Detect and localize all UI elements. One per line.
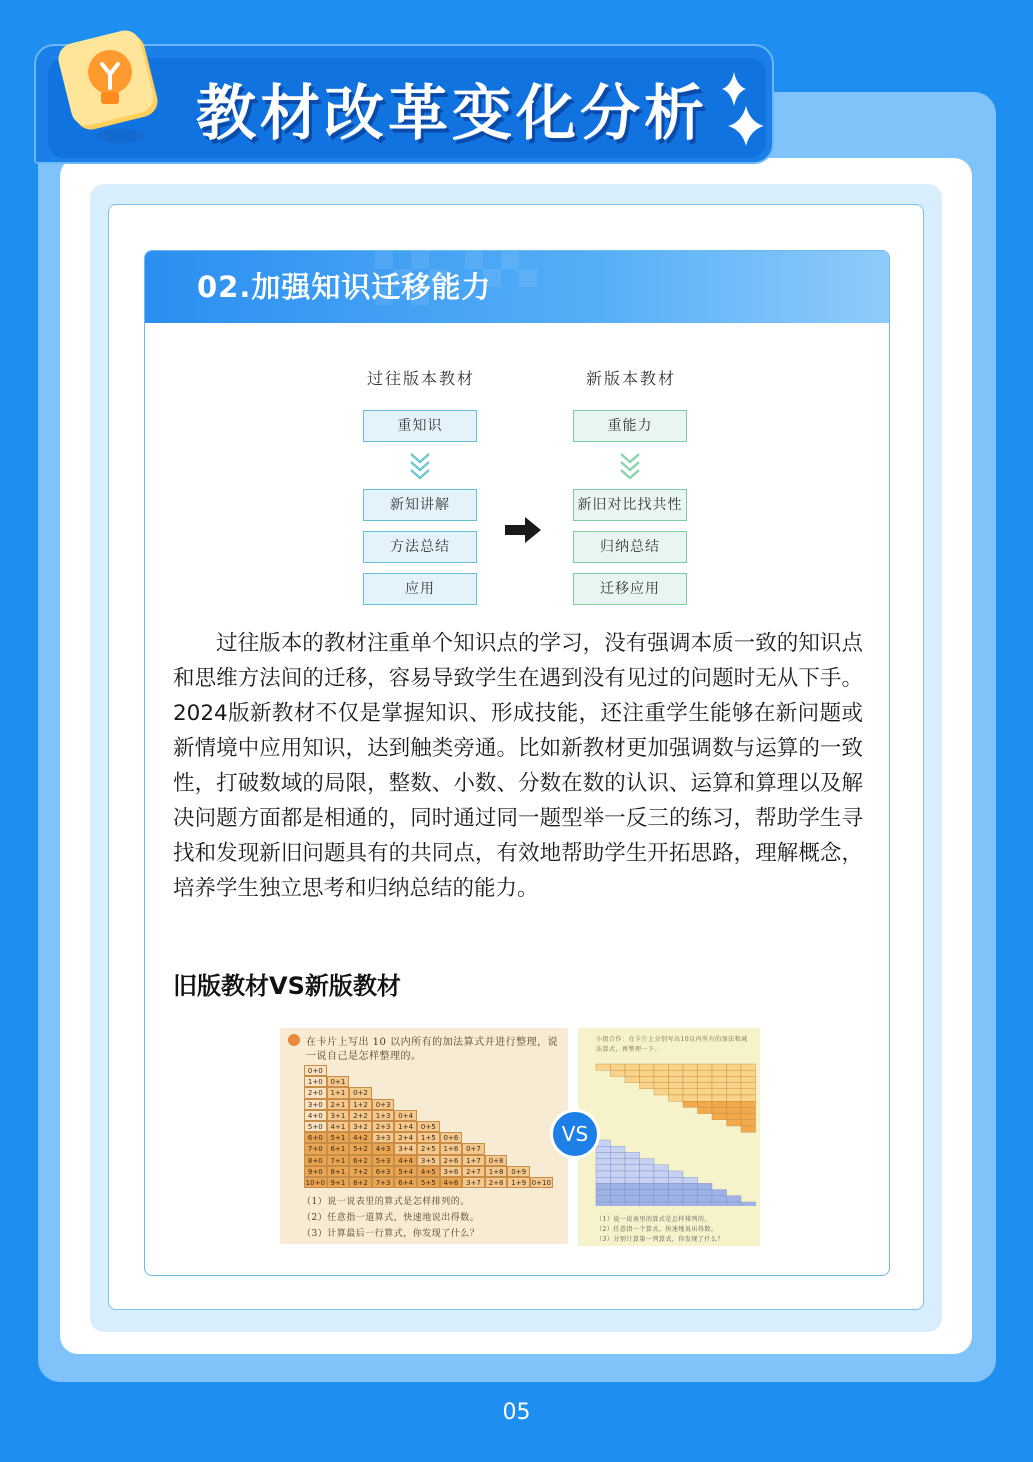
- table-cell: 1+9: [507, 1177, 530, 1188]
- grid-cell: [727, 1076, 742, 1082]
- grid-cell: [669, 1095, 684, 1101]
- grid-cell: [654, 1070, 669, 1076]
- table-cell: 0+1: [327, 1076, 350, 1087]
- table-cell: 4+6: [440, 1177, 463, 1188]
- grid-cell: [669, 1177, 684, 1183]
- table-cell: 4+4: [394, 1155, 417, 1166]
- page-number: 05: [502, 1400, 531, 1425]
- grid-cell: [611, 1190, 626, 1196]
- grid-cell: [683, 1202, 698, 1206]
- table-cell: 2+7: [462, 1166, 485, 1177]
- table-cell: 10+0: [305, 1179, 325, 1187]
- grid-cell: [596, 1159, 611, 1165]
- table-cell: 0+2: [349, 1087, 372, 1098]
- grid-cell: [654, 1202, 669, 1206]
- grid-cell: [611, 1070, 626, 1076]
- table-cell: 2+2: [349, 1110, 372, 1121]
- page-title: 教材改革变化分析: [196, 79, 708, 149]
- grid-cell: [698, 1095, 713, 1101]
- grid-cell: [654, 1190, 669, 1196]
- table-cell: 4+0: [304, 1110, 327, 1121]
- grid-cell: [625, 1076, 640, 1082]
- grid-cell: [712, 1083, 727, 1089]
- grid-cell: [683, 1089, 698, 1095]
- grid-cell: [741, 1120, 756, 1126]
- table-cell: 6+1: [327, 1143, 350, 1154]
- table-cell: 6+3: [372, 1166, 395, 1177]
- grid-cell: [640, 1190, 655, 1196]
- table-cell: 1+1: [327, 1087, 350, 1098]
- grid-cell: [741, 1101, 756, 1107]
- grid-cell: [640, 1177, 655, 1183]
- grid-cell: [712, 1107, 727, 1113]
- grid-cell: [669, 1202, 684, 1206]
- table-cell: 2+3: [372, 1121, 395, 1132]
- grid-cell: [683, 1076, 698, 1082]
- grid-cell: [712, 1101, 727, 1107]
- grid-cell: [640, 1083, 655, 1089]
- table-cell: 3+5: [417, 1155, 440, 1166]
- grid-cell: [741, 1076, 756, 1082]
- table-cell: 0+9: [507, 1166, 530, 1177]
- table-cell: 4+1: [327, 1121, 350, 1132]
- grid-cell: [654, 1196, 669, 1202]
- grid-cell: [669, 1064, 684, 1070]
- table-cell: 0+8: [485, 1155, 508, 1166]
- old-step-1: 新知讲解: [363, 489, 477, 521]
- grid-cell: [741, 1114, 756, 1120]
- grid-cell: [727, 1120, 742, 1126]
- section-header: [145, 251, 889, 323]
- grid-cell: [625, 1202, 640, 1206]
- grid-cell: [669, 1089, 684, 1095]
- grid-cell: [741, 1107, 756, 1113]
- table-cell: 5+1: [327, 1132, 350, 1143]
- table-cell: 7+0: [304, 1143, 327, 1154]
- table-cell: 2+5: [417, 1143, 440, 1154]
- table-cell: 1+7: [462, 1155, 485, 1166]
- table-cell: 3+4: [394, 1143, 417, 1154]
- table-cell: 8+0: [304, 1155, 327, 1166]
- grid-cell: [727, 1202, 742, 1206]
- old-step-3: 应用: [363, 573, 477, 605]
- table-cell: 0+4: [394, 1110, 417, 1121]
- grid-cell: [683, 1064, 698, 1070]
- grid-cell: [727, 1083, 742, 1089]
- grid-cell: [741, 1064, 756, 1070]
- table-cell: 0+0: [304, 1065, 327, 1076]
- grid-cell: [625, 1196, 640, 1202]
- grid-cell: [654, 1177, 669, 1183]
- table-cell: 0+7: [462, 1143, 485, 1154]
- grid-cell: [625, 1159, 640, 1165]
- new-prompt-line-1: 小组合作：在卡片上分别写出10以内所有的加法和减: [596, 1036, 748, 1043]
- grid-cell: [625, 1190, 640, 1196]
- comparison-heading: 旧版教材VS新版教材: [173, 972, 401, 1000]
- section-title: 02.加强知识迁移能力: [197, 270, 492, 304]
- grid-cell: [669, 1196, 684, 1202]
- grid-cell: [741, 1089, 756, 1095]
- new-column-heading: 新版本教材: [585, 369, 676, 388]
- table-cell: 0+3: [372, 1099, 395, 1110]
- grid-cell: [698, 1190, 713, 1196]
- grid-cell: [712, 1089, 727, 1095]
- grid-cell: [683, 1183, 698, 1189]
- number-badge-icon: [288, 1034, 300, 1046]
- new-step-1: 新旧对比找共性: [573, 489, 687, 521]
- table-cell: 5+2: [349, 1143, 372, 1154]
- table-cell: 9+1: [327, 1177, 350, 1188]
- grid-cell: [611, 1171, 626, 1177]
- grid-cell: [669, 1171, 684, 1177]
- grid-cell: [698, 1183, 713, 1189]
- grid-cell: [712, 1070, 727, 1076]
- grid-cell: [727, 1095, 742, 1101]
- grid-cell: [727, 1114, 742, 1120]
- table-cell: 1+0: [304, 1076, 327, 1087]
- old-prompt-line-2: 一说自己是怎样整理的。: [306, 1051, 422, 1062]
- grid-cell: [625, 1165, 640, 1171]
- table-cell: 2+0: [304, 1087, 327, 1098]
- old-textbook-image: [280, 1028, 568, 1244]
- grid-cell: [640, 1183, 655, 1189]
- grid-cell: [640, 1159, 655, 1165]
- grid-cell: [654, 1076, 669, 1082]
- grid-cell: [683, 1101, 698, 1107]
- grid-cell: [669, 1070, 684, 1076]
- grid-cell: [698, 1089, 713, 1095]
- table-cell: 2+6: [440, 1155, 463, 1166]
- grid-cell: [712, 1076, 727, 1082]
- lightbulb-icon: [50, 18, 170, 148]
- new-question-3: （3）分别计算第一列算式，你发现了什么？: [596, 1236, 724, 1243]
- grid-cell: [741, 1126, 756, 1132]
- grid-cell: [611, 1202, 626, 1206]
- new-question-2: （2）任意指一个算式，快速地说出得数。: [596, 1226, 718, 1233]
- grid-cell: [683, 1177, 698, 1183]
- grid-cell: [654, 1183, 669, 1189]
- table-cell: 1+2: [349, 1099, 372, 1110]
- grid-cell: [611, 1064, 626, 1070]
- grid-cell: [683, 1070, 698, 1076]
- grid-cell: [611, 1159, 626, 1165]
- grid-cell: [712, 1196, 727, 1202]
- grid-cell: [625, 1183, 640, 1189]
- grid-cell: [669, 1076, 684, 1082]
- grid-cell: [698, 1083, 713, 1089]
- table-cell: 3+7: [462, 1177, 485, 1188]
- table-cell: 3+6: [440, 1166, 463, 1177]
- grid-cell: [712, 1114, 727, 1120]
- grid-cell: [669, 1083, 684, 1089]
- grid-cell: [611, 1165, 626, 1171]
- grid-cell: [654, 1165, 669, 1171]
- grid-cell: [596, 1171, 611, 1177]
- vs-badge: VS: [550, 1109, 600, 1159]
- old-question-2: （2）任意指一道算式，快速地说出得数。: [302, 1213, 480, 1223]
- grid-cell: [596, 1146, 611, 1152]
- grid-cell: [625, 1171, 640, 1177]
- table-cell: 0+5: [417, 1121, 440, 1132]
- grid-cell: [727, 1101, 742, 1107]
- new-question-1: （1）说一说表里的算式是怎样排列的。: [596, 1216, 711, 1223]
- grid-cell: [596, 1064, 611, 1070]
- grid-cell: [712, 1095, 727, 1101]
- addition-subtraction-tables: [578, 1056, 760, 1206]
- grid-cell: [712, 1064, 727, 1070]
- grid-cell: [698, 1107, 713, 1113]
- table-cell: 8+2: [349, 1177, 372, 1188]
- grid-cell: [611, 1196, 626, 1202]
- grid-cell: [596, 1196, 611, 1202]
- grid-cell: [669, 1183, 684, 1189]
- table-cell: 6+4: [394, 1177, 417, 1188]
- old-step-2: 方法总结: [363, 531, 477, 563]
- grid-cell: [741, 1095, 756, 1101]
- table-cell: 0+6: [440, 1132, 463, 1143]
- table-cell: 2+1: [327, 1099, 350, 1110]
- grid-cell: [596, 1177, 611, 1183]
- grid-cell: [712, 1190, 727, 1196]
- table-cell: 9+0: [304, 1166, 327, 1177]
- table-cell: 1+4: [394, 1121, 417, 1132]
- grid-cell: [741, 1070, 756, 1076]
- old-question-1: （1）说一说表里的算式是怎样排列的。: [302, 1197, 470, 1207]
- table-cell: 6+2: [349, 1155, 372, 1166]
- table-cell: 3+3: [372, 1132, 395, 1143]
- new-prompt-line-2: 法算式，再整理一下。: [596, 1046, 662, 1053]
- table-cell: 0+10: [531, 1179, 551, 1187]
- grid-cell: [625, 1064, 640, 1070]
- new-step-3: 迁移应用: [573, 573, 687, 605]
- addition-table: [304, 1065, 554, 1189]
- grid-cell: [727, 1107, 742, 1113]
- grid-cell: [727, 1089, 742, 1095]
- grid-cell: [698, 1196, 713, 1202]
- table-cell: 5+3: [372, 1155, 395, 1166]
- grid-cell: [640, 1171, 655, 1177]
- grid-cell: [727, 1070, 742, 1076]
- old-focus-box: 重知识: [363, 410, 477, 442]
- table-cell: 7+3: [372, 1177, 395, 1188]
- grid-cell: [596, 1152, 611, 1158]
- sparkle-icon: [716, 70, 768, 150]
- table-cell: 3+2: [349, 1121, 372, 1132]
- grid-cell: [596, 1190, 611, 1196]
- new-step-2: 归纳总结: [573, 531, 687, 563]
- grid-cell: [727, 1064, 742, 1070]
- grid-cell: [611, 1146, 626, 1152]
- new-textbook-image: [578, 1028, 760, 1246]
- grid-cell: [640, 1076, 655, 1082]
- grid-cell: [640, 1070, 655, 1076]
- grid-cell: [654, 1083, 669, 1089]
- table-cell: 5+4: [394, 1166, 417, 1177]
- table-cell: 3+1: [327, 1110, 350, 1121]
- table-cell: 5+0: [304, 1121, 327, 1132]
- grid-cell: [698, 1064, 713, 1070]
- grid-cell: [654, 1064, 669, 1070]
- old-column-heading: 过往版本教材: [366, 369, 475, 388]
- grid-cell: [625, 1152, 640, 1158]
- table-cell: 2+4: [394, 1132, 417, 1143]
- table-cell: 3+0: [304, 1099, 327, 1110]
- grid-cell: [698, 1076, 713, 1082]
- grid-cell: [698, 1070, 713, 1076]
- grid-cell: [596, 1202, 611, 1206]
- grid-cell: [596, 1183, 611, 1189]
- table-cell: 7+2: [349, 1166, 372, 1177]
- grid-cell: [727, 1196, 742, 1202]
- grid-cell: [712, 1202, 727, 1206]
- grid-cell: [741, 1202, 756, 1206]
- old-question-3: （3）计算最后一行算式，你发现了什么？: [302, 1229, 480, 1239]
- table-cell: 5+5: [417, 1177, 440, 1188]
- grid-cell: [640, 1064, 655, 1070]
- grid-cell: [640, 1165, 655, 1171]
- chevron-down-icon: [409, 452, 431, 482]
- table-cell: 7+1: [327, 1155, 350, 1166]
- new-focus-box: 重能力: [573, 410, 687, 442]
- table-cell: 4+5: [417, 1166, 440, 1177]
- grid-cell: [625, 1070, 640, 1076]
- grid-cell: [698, 1101, 713, 1107]
- grid-cell: [654, 1089, 669, 1095]
- grid-cell: [698, 1202, 713, 1206]
- table-cell: 1+5: [417, 1132, 440, 1143]
- table-cell: 1+8: [485, 1166, 508, 1177]
- grid-cell: [611, 1177, 626, 1183]
- table-cell: 1+3: [372, 1110, 395, 1121]
- grid-cell: [683, 1196, 698, 1202]
- grid-cell: [640, 1196, 655, 1202]
- old-prompt-line-1: 在卡片上写出 10 以内所有的加法算式并进行整理，说: [306, 1037, 559, 1048]
- grid-cell: [669, 1190, 684, 1196]
- grid-cell: [683, 1095, 698, 1101]
- chevron-down-icon: [619, 452, 641, 482]
- grid-cell: [611, 1152, 626, 1158]
- grid-cell: [683, 1083, 698, 1089]
- grid-cell: [640, 1202, 655, 1206]
- grid-cell: [741, 1083, 756, 1089]
- grid-cell: [683, 1190, 698, 1196]
- grid-cell: [596, 1165, 611, 1171]
- table-cell: 6+0: [304, 1132, 327, 1143]
- table-cell: 2+8: [485, 1177, 508, 1188]
- grid-cell: [654, 1171, 669, 1177]
- grid-cell: [611, 1183, 626, 1189]
- arrow-right-icon: [505, 517, 541, 543]
- table-cell: 1+6: [440, 1143, 463, 1154]
- grid-cell: [625, 1177, 640, 1183]
- table-cell: 8+1: [327, 1166, 350, 1177]
- body-paragraph: 过往版本的教材注重单个知识点的学习，没有强调本质一致的知识点和思维方法间的迁移，容易导致学生在遇到没有见过的问题时无从下手。2024版新教材不仅是掌握知识、形成技能，还注重学生能够在新问题或新情境中应用知识，达到触类旁通。比如新教材更加强调数与运算的一致性，打破数域的局限，整数、小数、分数在数的认识、运算和算理以及解决问题方面都是相通的，同时通过同一题型举一反三的练习，帮助学生寻找和发现新旧问题具有的共同点，有效地帮助学生开拓思路，理解概念，培养学生独立思考和归纳总结的能力。: [173, 631, 863, 901]
- table-cell: 4+2: [349, 1132, 372, 1143]
- table-cell: 4+3: [372, 1143, 395, 1154]
